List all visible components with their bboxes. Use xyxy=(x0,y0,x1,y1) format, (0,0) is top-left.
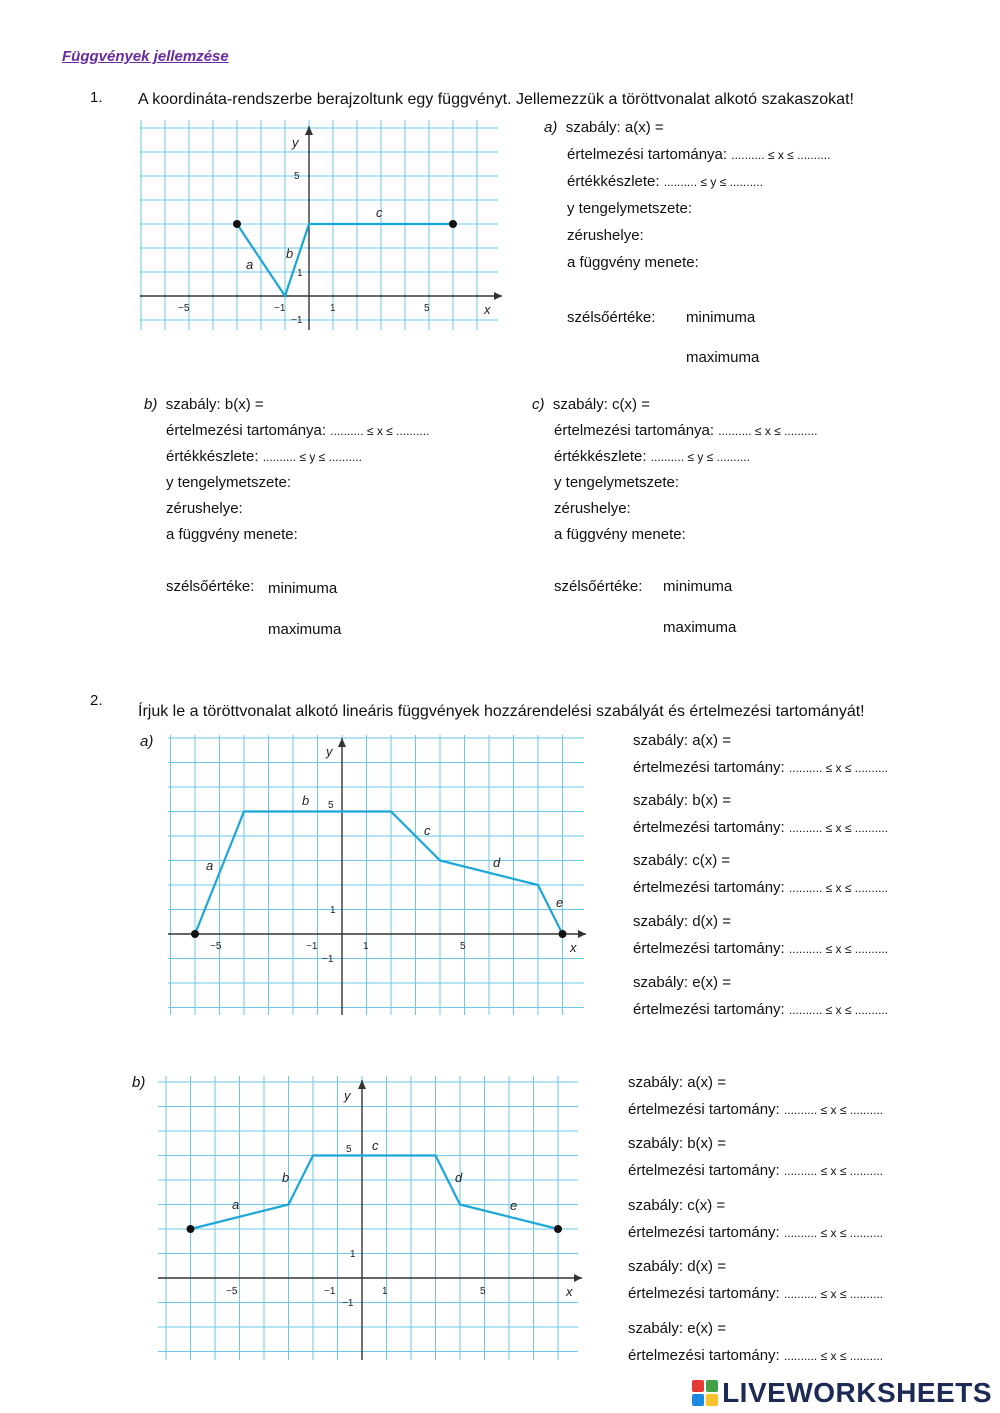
function-polyline xyxy=(233,220,457,296)
ex2a-domain-e: értelmezési tartomány: .......... ≤ x ≤ .......... xyxy=(633,1001,889,1018)
exercise-2a-label: a) xyxy=(140,733,154,750)
segment-label-a: a xyxy=(206,858,214,873)
ex1a-domain: értelmezési tartománya: .......... ≤ x ≤ .......... xyxy=(567,146,831,163)
ex1b-minimum: minimuma xyxy=(268,580,338,597)
ex1a-monotonicity: a függvény menete: xyxy=(567,254,699,271)
tick-x-neg1: −1 xyxy=(306,941,318,952)
tick-x-5: 5 xyxy=(424,303,430,314)
function-line xyxy=(195,812,563,935)
ex2b-domain-b: értelmezési tartomány: .......... ≤ x ≤ .......... xyxy=(628,1162,884,1179)
ex1c-domain: értelmezési tartománya: .......... ≤ x ≤ .......... xyxy=(554,422,818,439)
ex2b-rule-c: szabály: c(x) = xyxy=(628,1197,726,1214)
endpoint-end xyxy=(559,930,567,938)
logo-text: LIVEWORKSHEETS xyxy=(722,1377,992,1408)
ex2b-domain-c: értelmezési tartomány: .......... ≤ x ≤ .......... xyxy=(628,1224,884,1241)
logo-square-yellow xyxy=(706,1394,718,1406)
segment-label-a: a xyxy=(232,1197,240,1212)
logo-square-red xyxy=(692,1380,704,1392)
ex2a-domain-d: értelmezési tartomány: .......... ≤ x ≤ .......... xyxy=(633,940,889,957)
ex2a-rule-d: szabály: d(x) = xyxy=(633,913,731,930)
tick-x-neg1: −1 xyxy=(324,1286,336,1297)
ex1a-range: értékkészlete: .......... ≤ y ≤ .......... xyxy=(567,173,763,190)
segment-label-e: e xyxy=(510,1198,518,1213)
ex1c-maximum: maximuma xyxy=(663,619,737,636)
exercise-1-number: 1. xyxy=(90,89,103,106)
tick-x-5: 5 xyxy=(460,941,466,952)
ex2a-domain-b: értelmezési tartomány: .......... ≤ x ≤ .......... xyxy=(633,819,889,836)
tick-y-1: 1 xyxy=(350,1249,356,1260)
segment-label-c: c xyxy=(376,205,383,220)
segment-label-e: e xyxy=(556,895,564,910)
exercise-2b-label: b) xyxy=(132,1074,146,1091)
ex1c-zero: zérushelye: xyxy=(554,500,631,517)
ex1b-extreme: szélsőértéke: xyxy=(166,578,255,595)
tick-y-5: 5 xyxy=(346,1144,352,1155)
ex2b-domain-e: értelmezési tartomány: .......... ≤ x ≤ .......... xyxy=(628,1347,884,1364)
tick-x-neg5: −5 xyxy=(178,303,190,314)
tick-x-neg5: −5 xyxy=(210,941,222,952)
ex2b-domain-a: értelmezési tartomány: .......... ≤ x ≤ .......... xyxy=(628,1101,884,1118)
tick-y-neg1: −1 xyxy=(342,1298,354,1309)
logo-mark-icon xyxy=(692,1380,718,1406)
exercise-1-task: A koordináta-rendszerbe berajzoltunk egy függvényt. Jellemezzük a töröttvonalat alkotó szakaszokat! xyxy=(138,91,854,108)
ex1b-zero: zérushelye: xyxy=(166,500,243,517)
endpoint-start xyxy=(233,220,241,228)
ex2b-rule-e: szabály: e(x) = xyxy=(628,1320,726,1337)
tick-y-5: 5 xyxy=(328,800,334,811)
ex1a-minimum: minimuma xyxy=(686,309,756,326)
tick-x-1: 1 xyxy=(363,941,369,952)
ex2b-rule-d: szabály: d(x) = xyxy=(628,1258,726,1275)
tick-x-1: 1 xyxy=(330,303,336,314)
function-line xyxy=(191,1156,559,1230)
exercise-2b-graph xyxy=(158,1076,588,1362)
tick-x-5: 5 xyxy=(480,1286,486,1297)
page-title: Függvények jellemzése xyxy=(62,48,229,65)
y-axis-arrow-icon xyxy=(338,738,346,747)
ex1a-rule: a) szabály: a(x) = xyxy=(544,119,664,136)
x-axis-arrow-icon xyxy=(494,292,502,300)
exercise-2a-graph xyxy=(168,735,593,1017)
ex1c-range: értékkészlete: .......... ≤ y ≤ .......... xyxy=(554,448,750,465)
ex2a-rule-e: szabály: e(x) = xyxy=(633,974,731,991)
segment-label-b: b xyxy=(302,793,310,808)
function-line xyxy=(237,224,453,296)
ex1c-y-intercept: y tengelymetszete: xyxy=(554,474,680,491)
y-axis-arrow-icon xyxy=(358,1080,366,1089)
ex1a-y-intercept: y tengelymetszete: xyxy=(567,200,693,217)
segment-label-b: b xyxy=(282,1170,290,1185)
grid xyxy=(168,735,584,1015)
tick-y-1: 1 xyxy=(330,905,336,916)
x-axis-label: x xyxy=(570,940,577,955)
tick-x-1: 1 xyxy=(382,1286,388,1297)
segment-label-d: d xyxy=(455,1170,463,1185)
liveworksheets-logo xyxy=(692,1377,992,1409)
x-axis-label: x xyxy=(566,1284,573,1299)
y-axis-arrow-icon xyxy=(305,126,313,135)
ex2a-rule-c: szabály: c(x) = xyxy=(633,852,731,869)
ex1c-monotonicity: a függvény menete: xyxy=(554,526,686,543)
endpoint-end xyxy=(449,220,457,228)
ex2b-rule-b: szabály: b(x) = xyxy=(628,1135,726,1152)
exercise-1-graph xyxy=(140,120,505,332)
endpoint-end xyxy=(554,1225,562,1233)
ex1b-domain: értelmezési tartománya: .......... ≤ x ≤ .......... xyxy=(166,422,430,439)
y-axis-label: y xyxy=(344,1088,351,1103)
ex1a-maximum: maximuma xyxy=(686,349,760,366)
x-axis-arrow-icon xyxy=(574,1274,582,1282)
function-polyline xyxy=(187,1156,563,1234)
tick-y-5: 5 xyxy=(294,171,300,182)
ex1b-rule: b) szabály: b(x) = xyxy=(144,396,264,413)
logo-square-blue xyxy=(692,1394,704,1406)
ex1c-minimum: minimuma xyxy=(663,578,733,595)
endpoint-start xyxy=(187,1225,195,1233)
ex1c-rule: c) szabály: c(x) = xyxy=(532,396,650,413)
ex1a-zero: zérushelye: xyxy=(567,227,644,244)
tick-x-neg5: −5 xyxy=(226,1286,238,1297)
ex1a-extreme: szélsőértéke: xyxy=(567,309,656,326)
logo-square-green xyxy=(706,1380,718,1392)
ex2a-domain-a: értelmezési tartomány: .......... ≤ x ≤ .......... xyxy=(633,759,889,776)
tick-y-neg1: −1 xyxy=(322,954,334,965)
ex1b-monotonicity: a függvény menete: xyxy=(166,526,298,543)
segment-label-d: d xyxy=(493,855,501,870)
segment-label-c: c xyxy=(424,823,431,838)
tick-y-neg1: −1 xyxy=(291,315,303,326)
segment-label-b: b xyxy=(286,246,294,261)
tick-x-neg1: −1 xyxy=(274,303,286,314)
y-axis-label: y xyxy=(326,744,333,759)
exercise-2-number: 2. xyxy=(90,692,103,709)
ex2b-domain-d: értelmezési tartomány: .......... ≤ x ≤ .......... xyxy=(628,1285,884,1302)
tick-y-1: 1 xyxy=(297,268,303,279)
ex1b-maximum: maximuma xyxy=(268,621,342,638)
endpoint-start xyxy=(191,930,199,938)
y-axis-label: y xyxy=(292,135,299,150)
ex2a-rule-a: szabály: a(x) = xyxy=(633,732,731,749)
ex1b-range: értékkészlete: .......... ≤ y ≤ .......... xyxy=(166,448,362,465)
exercise-2-task: Írjuk le a töröttvonalat alkotó lineáris függvények hozzárendelési szabályát és értelmezési tartományát! xyxy=(138,703,865,720)
segment-label-a: a xyxy=(246,257,254,272)
ex1b-y-intercept: y tengelymetszete: xyxy=(166,474,292,491)
x-axis-arrow-icon xyxy=(578,930,586,938)
ex2a-rule-b: szabály: b(x) = xyxy=(633,792,731,809)
ex2b-rule-a: szabály: a(x) = xyxy=(628,1074,726,1091)
x-axis-label: x xyxy=(484,302,491,317)
ex1c-extreme: szélsőértéke: xyxy=(554,578,643,595)
function-polyline xyxy=(191,812,567,939)
ex2a-domain-c: értelmezési tartomány: .......... ≤ x ≤ .......... xyxy=(633,879,889,896)
segment-label-c: c xyxy=(372,1138,379,1153)
